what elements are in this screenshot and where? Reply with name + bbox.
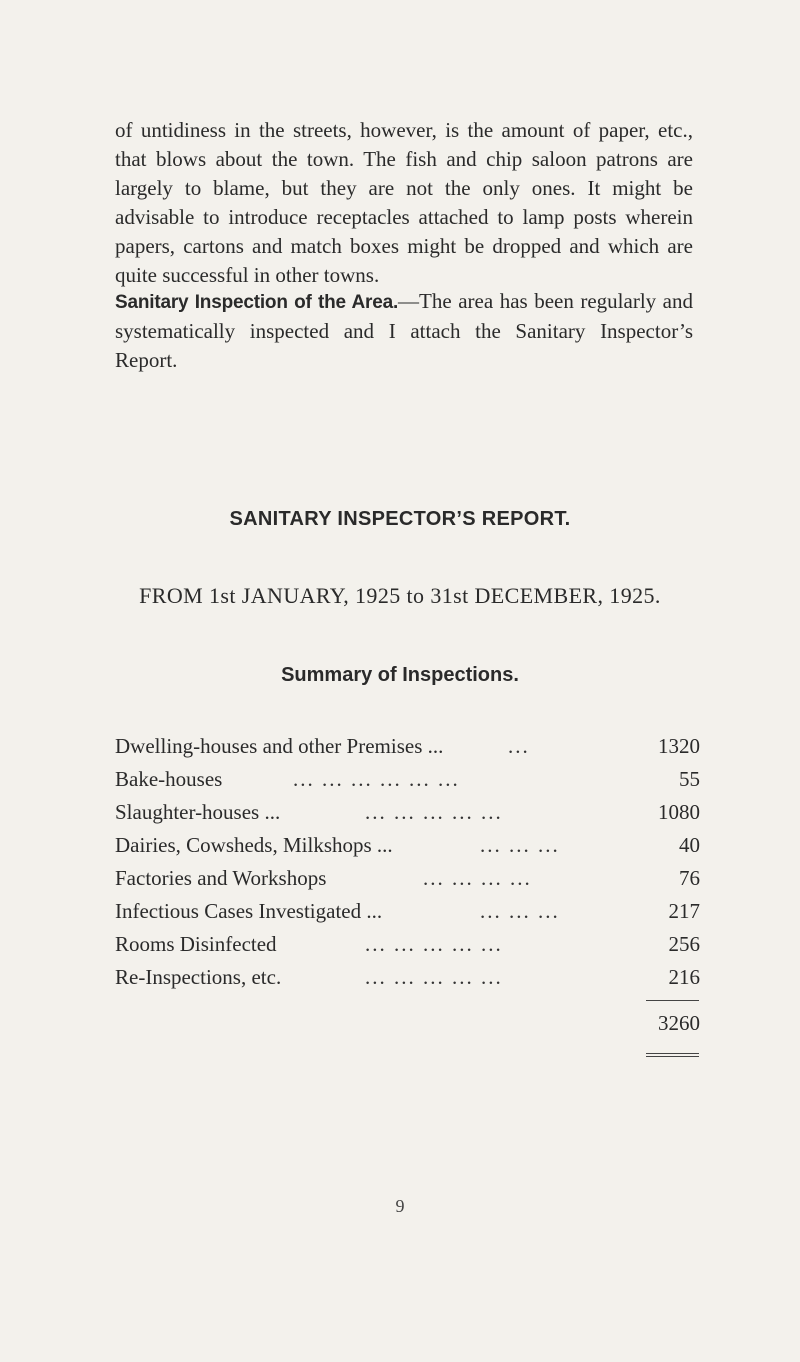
dot-leaders: ... ... ... ... ... (365, 932, 503, 956)
row-value: 216 (668, 965, 700, 989)
table-row (115, 829, 700, 862)
table-row (115, 796, 700, 829)
row-label: Factories and Workshops (115, 866, 327, 890)
total-rule-bottom-double (646, 1056, 699, 1057)
dot-leaders: ... ... ... (480, 833, 560, 857)
date-range: FROM 1st JANUARY, 1925 to 31st DECEMBER, 1925. (139, 583, 661, 608)
table-row (115, 862, 700, 895)
table-row (115, 730, 700, 763)
row-value: 40 (679, 833, 700, 857)
table-row (115, 763, 700, 796)
inspections-table (115, 730, 700, 994)
total-value: 3260 (658, 1011, 700, 1035)
report-title: SANITARY INSPECTOR’S REPORT. (229, 508, 571, 530)
dot-leaders: ... ... ... ... ... ... (293, 767, 460, 791)
dot-leaders: ... ... ... ... ... (365, 965, 503, 989)
row-value: 256 (668, 932, 700, 956)
body-paragraph: of untidiness in the streets, however, is the amount of paper, etc., that blows about the town. The fish and chip saloon patrons are largely to blame, but they are not the only ones. It might be advisable to introduce receptacles attached to lamp posts wherein papers, cartons and match boxes might be dropped and which are quite successful in other towns. (115, 118, 693, 287)
paragraph-heading: Sanitary Inspection of the Area. (115, 292, 399, 313)
row-value: 1320 (658, 734, 700, 758)
row-label: Bake-houses (115, 767, 223, 791)
total-rule-bottom (646, 1053, 699, 1054)
row-value: 1080 (658, 800, 700, 824)
dot-leaders: ... ... ... ... (423, 866, 532, 890)
row-value: 217 (668, 899, 700, 923)
dot-leaders: ... (508, 734, 530, 758)
row-label: Rooms Disinfected (115, 932, 277, 956)
row-value: 76 (679, 866, 700, 890)
paragraph-body: —The area has been regularly and systematically inspected and I attach the Sanitary Inspector’s Report. (115, 289, 693, 372)
dot-leaders: ... ... ... (480, 899, 560, 923)
table-row (115, 895, 700, 928)
row-label: Dairies, Cowsheds, Milkshops ... (115, 833, 393, 857)
row-value: 55 (679, 767, 700, 791)
dot-leaders: ... ... ... ... ... (365, 800, 503, 824)
sanitary-inspection-paragraph (115, 287, 693, 375)
page-number: 9 (395, 1196, 405, 1216)
row-label: Re-Inspections, etc. (115, 965, 282, 989)
total-rule-top (646, 1000, 699, 1001)
row-label: Slaughter-houses ... (115, 800, 281, 824)
table-row (115, 928, 700, 961)
table-row (115, 961, 700, 994)
summary-title: Summary of Inspections. (281, 664, 519, 686)
row-label: Infectious Cases Investigated ... (115, 899, 383, 923)
row-label: Dwelling-houses and other Premises ... (115, 734, 444, 758)
